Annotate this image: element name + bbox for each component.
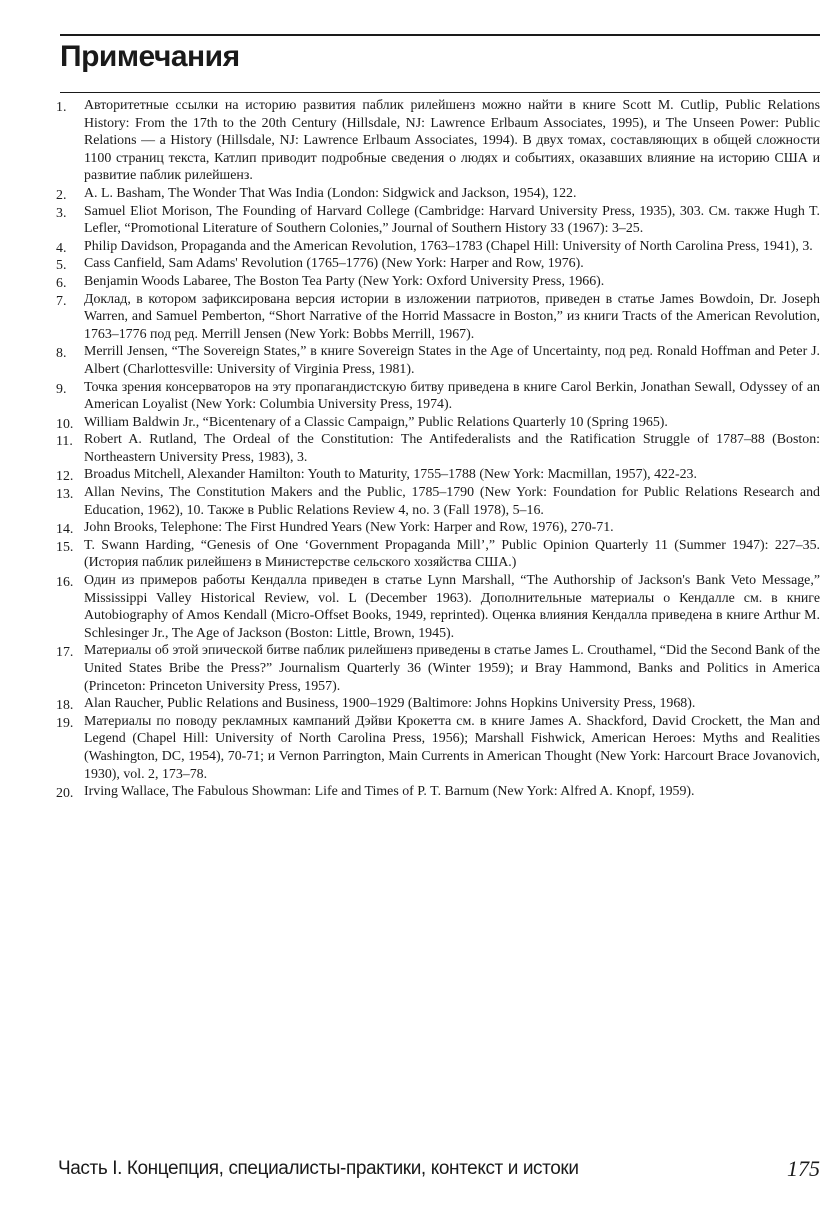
note-item	[56, 273, 820, 291]
notes-list	[56, 97, 820, 801]
note-item	[56, 379, 820, 414]
note-text: T. Swann Harding, “Genesis of One ‘Government Propaganda Mill’,” Public Opinion Quarterly 11 (Summer 1947): 227–35. (История паблик рилейшенз в Министерстве сельского хозяйства США.)	[84, 537, 820, 571]
note-item	[56, 484, 820, 519]
note-text: Материалы об этой эпической битве паблик рилейшенз приведены в статье James L. Crouthamel, “Did the Second Bank of the United States Bribe the Press?” Journalism Quarterly 36 (Winter 1959); и Bray Hammond, Banks and Politics in America (Princeton: Princeton University Press, 1957).	[84, 643, 820, 694]
note-item	[56, 783, 820, 801]
note-number: 12.	[56, 469, 74, 485]
section-heading: Примечания	[60, 40, 240, 73]
note-text: William Baldwin Jr., “Bicentenary of a Classic Campaign,” Public Relations Quarterly 10 (Spring 1965).	[84, 414, 668, 430]
note-text: Samuel Eliot Morison, The Founding of Harvard College (Cambridge: Harvard University Press, 1935), 303. См. также Hugh T. Lefler, “Promotional Literature of Southern Colonies,” Journal of Southern History 33 (1967): 3–25.	[84, 203, 820, 237]
note-text: Точка зрения консерваторов на эту пропагандистскую битву приведена в книге Carol Berkin, Jonathan Sewall, Odyssey of an American Loyalist (New York: Columbia University Press, 1974).	[84, 379, 820, 413]
note-item	[56, 185, 820, 203]
note-number: 1.	[56, 100, 67, 115]
note-item	[56, 572, 820, 642]
note-text: Robert A. Rutland, The Ordeal of the Constitution: The Antifederalists and the Ratification Struggle of 1787–88 (Boston: Northeastern University Press, 1983), 3.	[84, 432, 820, 465]
note-number: 16.	[56, 575, 74, 591]
note-number: 11.	[56, 434, 73, 450]
note-item	[56, 414, 820, 432]
note-text: Merrill Jensen, “The Sovereign States,” в книге Sovereign States in the Age of Uncertainty, под ред. Ronald Hoffman and Peter J. Albert (Charlottesville: University of Virginia Press, 1981).	[84, 344, 820, 377]
note-text: Irving Wallace, The Fabulous Showman: Life and Times of P. T. Barnum (New York: Alfred A. Knopf, 1959).	[84, 784, 695, 800]
note-text: John Brooks, Telephone: The First Hundred Years (New York: Harper and Row, 1976), 270-71.	[84, 520, 614, 536]
note-number: 8.	[56, 346, 67, 362]
note-text: Авторитетные ссылки на историю развития паблик рилейшенз можно найти в книге Scott M. Cutlip, Public Relations History: From the 17th to the 20th Century (Hillsdale, NJ: Lawrence Erlbaum Associates, 1995), и The Unseen Power: Public Relations — a History (Hillsdale, NJ: Lawrence Erlbaum Associates, 1994). В двух томах, составляющих в общей сложности 1100 страниц текста, Катлип приводит подробные сведения о людях и событиях, оказавших влияние на историю США и развитие паблик рилейшенз.	[84, 98, 820, 184]
note-number: 10.	[56, 416, 74, 432]
note-item	[56, 519, 820, 537]
note-item	[56, 238, 820, 256]
note-item	[56, 203, 820, 238]
note-item	[56, 713, 820, 783]
note-number: 5.	[56, 258, 67, 274]
note-text: Allan Nevins, The Constitution Makers and the Public, 1785–1790 (New York: Foundation for Public Relations Research and Education, 1962), 10. Также в Public Relations Review 4, no. 3 (Fall 1978), 5–16.	[84, 485, 820, 518]
note-number: 7.	[56, 293, 67, 309]
note-number: 6.	[56, 275, 67, 291]
heading-top-rule	[60, 34, 820, 36]
note-number: 15.	[56, 539, 74, 555]
note-number: 14.	[56, 522, 74, 538]
note-number: 20.	[56, 786, 74, 802]
heading-bottom-rule	[60, 92, 820, 93]
note-text: Benjamin Woods Labaree, The Boston Tea Party (New York: Oxford University Press, 1966).	[84, 273, 605, 289]
note-item	[56, 255, 820, 273]
note-item	[56, 291, 820, 344]
note-number: 13.	[56, 487, 74, 503]
note-number: 4.	[56, 240, 67, 256]
note-item	[56, 642, 820, 695]
note-text: Broadus Mitchell, Alexander Hamilton: Youth to Maturity, 1755–1788 (New York: Macmillan, 1957), 422-23.	[84, 467, 697, 483]
note-text: Alan Raucher, Public Relations and Business, 1900–1929 (Baltimore: Johns Hopkins University Press, 1968).	[84, 696, 696, 712]
page-number: 175	[787, 1156, 820, 1181]
note-text: Материалы по поводу рекламных кампаний Дэйви Крокетта см. в книге James A. Shackford, David Crockett, the Man and Legend (Chapel Hill: University of North Carolina Press, 1956); Marshall Fishwick, American Heroes: Myths and Realities (Washington, DC, 1954), 70-71; и Vernon Parrington, Main Currents in American Thought (New York: Harcourt Brace Jovanovich, 1930), vol. 2, 173–78.	[84, 713, 820, 782]
note-item	[56, 537, 820, 572]
note-text: Один из примеров работы Кендалла приведен в статье Lynn Marshall, “The Authorship of Jackson's Bank Veto Message,” Mississippi Valley Historical Review, vol. L (December 1963). Дополнительные материалы о Кендалле см. в книге Autobiography of Amos Kendall (Micro-Offset Books, 1949, reprinted). Оценка влияния Кендалла приведена в книге Arthur M. Schlesinger Jr., The Age of Jackson (Boston: Little, Brown, 1945).	[84, 573, 820, 641]
note-text: Cass Canfield, Sam Adams' Revolution (1765–1776) (New York: Harper and Row, 1976).	[84, 256, 584, 272]
note-number: 18.	[56, 698, 74, 714]
note-item	[56, 97, 820, 185]
note-item	[56, 343, 820, 378]
note-text: Доклад, в котором зафиксирована версия истории в изложении патриотов, приведен в статье James Bowdoin, Dr. Joseph Warren, and Samuel Pemberton, “Short Narrative of the Horrid Massacre in Boston,” из книги Tracts of the American Revolution, 1763–1776 под ред. Merrill Jensen (New York: Bobbs Merrill, 1967).	[84, 291, 820, 342]
note-number: 3.	[56, 205, 67, 221]
note-text: Philip Davidson, Propaganda and the American Revolution, 1763–1783 (Chapel Hill: University of North Carolina Press, 1941), 3.	[84, 238, 813, 254]
note-item	[56, 466, 820, 484]
note-number: 19.	[56, 715, 74, 731]
note-item	[56, 431, 820, 466]
note-text: A. L. Basham, The Wonder That Was India (London: Sidgwick and Jackson, 1954), 122.	[84, 185, 577, 201]
note-item	[56, 695, 820, 713]
note-number: 2.	[56, 187, 67, 203]
note-number: 9.	[56, 381, 67, 397]
footer-part-title: Часть I. Концепция, специалисты-практики, контекст и истоки	[58, 1158, 579, 1179]
note-number: 17.	[56, 645, 74, 661]
